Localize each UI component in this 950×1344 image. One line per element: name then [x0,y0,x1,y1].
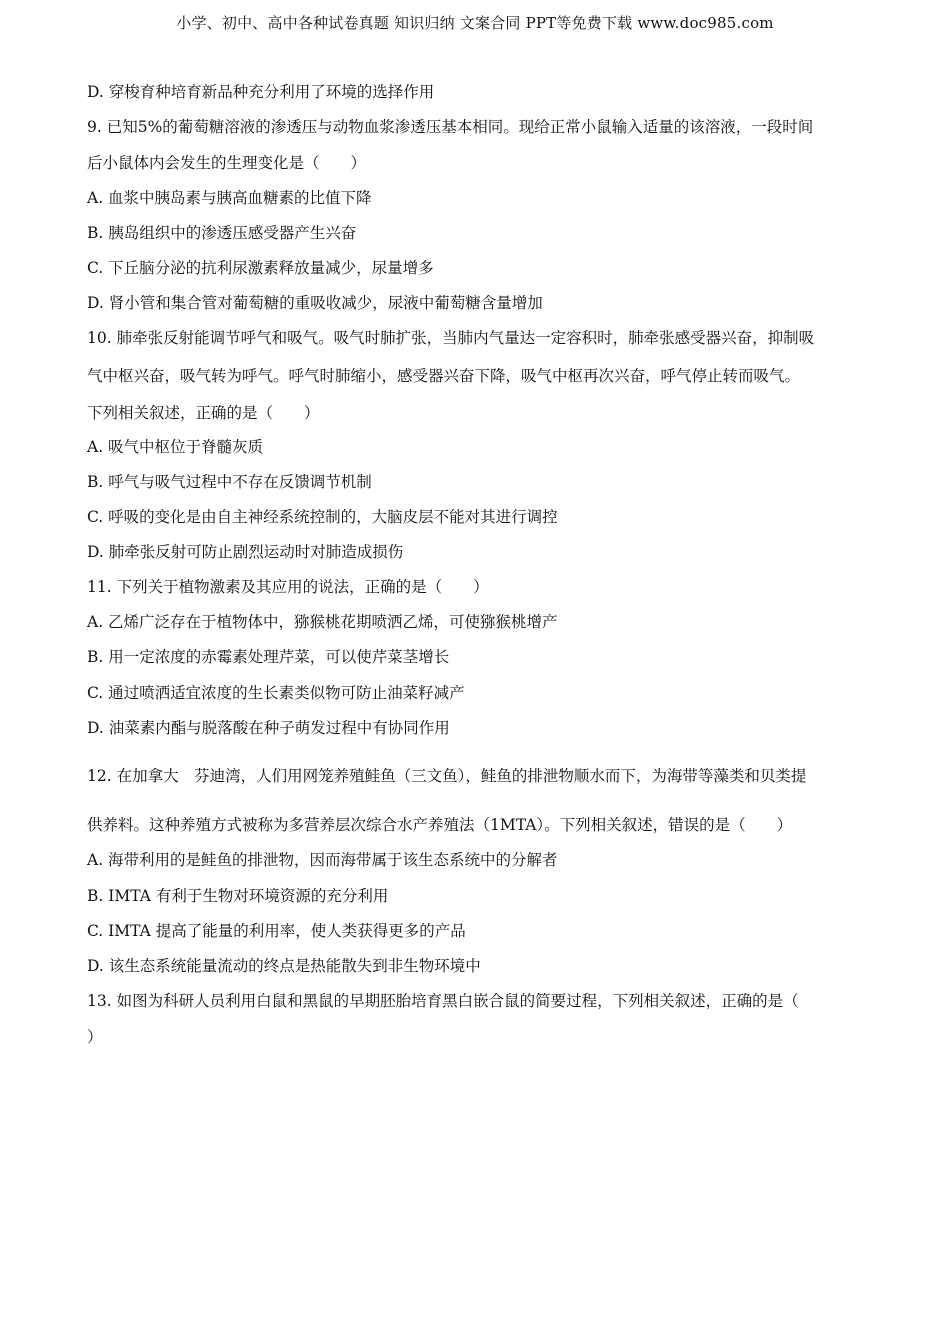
option-12a: A. 海带利用的是鲑鱼的排泄物，因而海带属于该生态系统中的分解者 [87,851,558,869]
option-9c: C. 下丘脑分泌的抗利尿激素释放量减少，尿量增多 [87,259,434,277]
question-9-line-1: 9. 已知5%的葡萄糖溶液的渗透压与动物血浆渗透压基本相同。现给正常小鼠输入适量的该溶液，一段时间 [87,118,814,136]
question-10-line-3: 下列相关叙述，正确的是（ ） [87,404,320,422]
option-10c: C. 呼吸的变化是由自主神经系统控制的，大脑皮层不能对其进行调控 [87,508,558,526]
option-10d: D. 肺牵张反射可防止剧烈运动时对肺造成损伤 [87,543,404,561]
option-12d: D. 该生态系统能量流动的终点是热能散失到非生物环境中 [87,957,481,975]
option-9b: B. 胰岛组织中的渗透压感受器产生兴奋 [87,224,357,242]
option-10a: A. 吸气中枢位于脊髓灰质 [87,438,264,456]
question-13-line-2: ） [87,1028,103,1046]
option-10b: B. 呼气与吸气过程中不存在反馈调节机制 [87,473,372,491]
option-8d: D. 穿梭育种培育新品种充分利用了环境的选择作用 [87,83,435,101]
option-12b: B. IMTA 有利于生物对环境资源的充分利用 [87,887,389,905]
option-11c: C. 通过喷洒适宜浓度的生长素类似物可防止油菜籽减产 [87,684,465,702]
option-11b: B. 用一定浓度的赤霉素处理芹菜，可以使芹菜茎增长 [87,648,450,666]
question-13-line-1: 13. 如图为科研人员利用白鼠和黑鼠的早期胚胎培育黑白嵌合鼠的简要过程，下列相关叙述，正确的是（ [87,992,799,1010]
question-11: 11. 下列关于植物激素及其应用的说法，正确的是（ ） [87,578,489,596]
question-10-line-2: 气中枢兴奋，吸气转为呼气。呼气时肺缩小，感受器兴奋下降，吸气中枢再次兴奋，呼气停止转而吸气。 [87,367,801,385]
question-10-line-1: 10. 肺牵张反射能调节呼气和吸气。吸气时肺扩张，当肺内气量达一定容积时，肺牵张感受器兴奋，抑制吸 [87,329,815,347]
question-12-line-2: 供养料。这种养殖方式被称为多营养层次综合水产养殖法（1MTA）。下列相关叙述，错误的是（ ） [87,816,793,834]
question-9-line-2: 后小鼠体内会发生的生理变化是（ ） [87,154,367,172]
page-header: 小学、初中、高中各种试卷真题 知识归纳 文案合同 PPT等免费下载 www.doc985.com [176,14,774,32]
question-12-line-1: 12. 在加拿大 芬迪湾，人们用网笼养殖鲑鱼（三文鱼），鲑鱼的排泄物顺水而下，为海带等藻类和贝类提 [87,767,807,785]
option-9a: A. 血浆中胰岛素与胰高血糖素的比值下降 [87,189,372,207]
option-11a: A. 乙烯广泛存在于植物体中，猕猴桃花期喷洒乙烯，可使猕猴桃增产 [87,613,558,631]
option-11d: D. 油菜素内酯与脱落酸在种子萌发过程中有协同作用 [87,719,450,737]
option-12c: C. IMTA 提高了能量的利用率，使人类获得更多的产品 [87,922,466,940]
option-9d: D. 肾小管和集合管对葡萄糖的重吸收减少，尿液中葡萄糖含量增加 [87,294,543,312]
